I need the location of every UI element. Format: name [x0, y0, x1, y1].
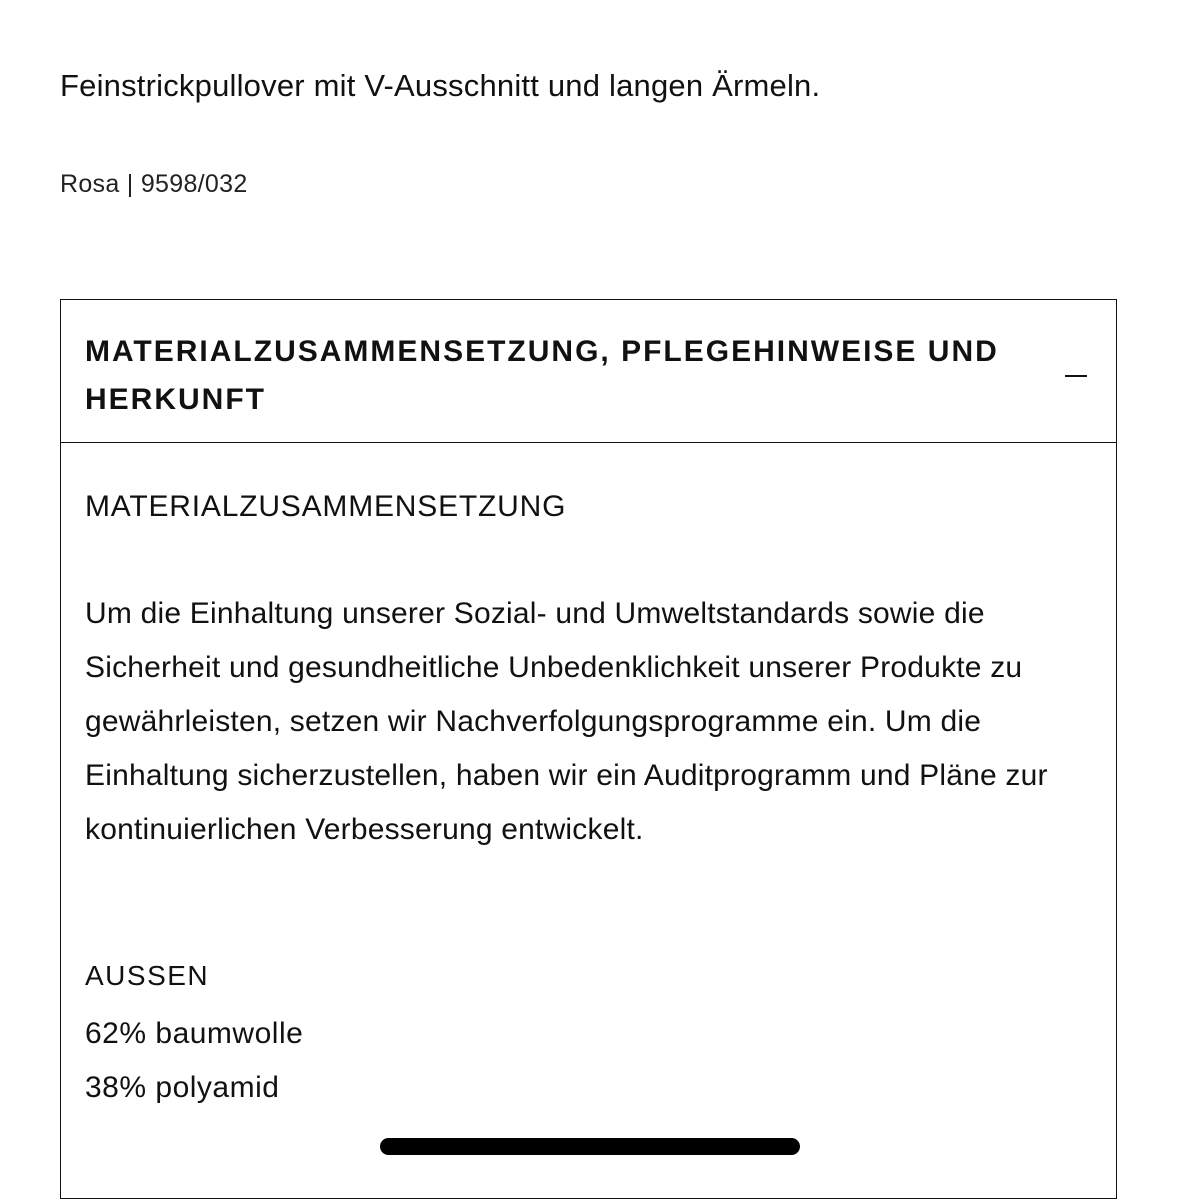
home-indicator[interactable] [380, 1138, 800, 1155]
list-item: 62% baumwolle [85, 1017, 304, 1050]
list-item: 38% polyamid [85, 1071, 280, 1104]
product-color-reference: Rosa | 9598/032 [60, 170, 248, 198]
section-text: Um die Einhaltung unserer Sozial- und Umweltstandards sowie die Sicherheit und gesundheitliche Unbedenklichkeit unserer Produkte zu gewährleisten, setzen wir Nachverfolgungsprogramme ein. Um die Einhaltung sicherzustellen, haben wir ein Auditprogramm und Pläne zur kontinuierlichen Verbesserung entwickelt. [85, 597, 1048, 846]
accordion-header[interactable] [61, 300, 1116, 443]
composition-accordion [60, 299, 1117, 1199]
minus-icon[interactable] [1065, 355, 1087, 377]
accordion-title: MATERIALZUSAMMENSETZUNG, PFLEGEHINWEISE UND HERKUNFT [85, 335, 999, 416]
outer-heading: AUSSEN [85, 960, 210, 991]
section-heading: MATERIALZUSAMMENSETZUNG [85, 490, 567, 523]
product-description: Feinstrickpullover mit V-Ausschnitt und langen Ärmeln. [60, 68, 821, 103]
material-list [85, 1007, 303, 1115]
